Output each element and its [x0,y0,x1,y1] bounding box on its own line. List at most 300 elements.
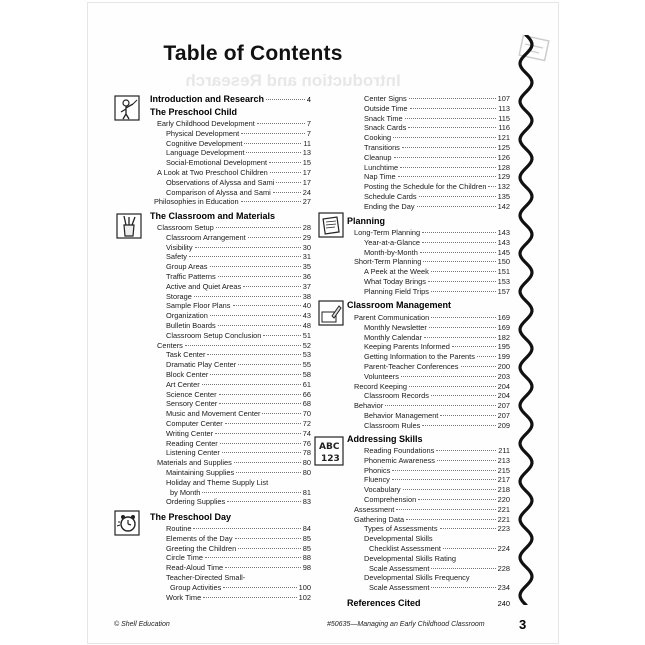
entry-title: Schedule Cards [364,192,417,201]
toc-entry[interactable] [166,292,311,302]
toc-entry[interactable] [364,372,510,382]
entry-title: Block Center [166,370,209,379]
toc-entry[interactable] [364,248,510,258]
section-classroom-management[interactable] [347,300,451,310]
entry-title: Storage [166,291,192,301]
entry-title: Volunteers [364,371,399,381]
toc-entry[interactable] [166,573,311,583]
toc-entry[interactable] [166,370,311,380]
entry-title: Elements of the Day [166,533,233,543]
dot-leader [210,266,301,267]
toc-entry[interactable] [166,262,311,272]
page-ref: 43 [302,311,311,321]
entry-title: A Peek at the Week [364,267,429,277]
entry-title: Developmental Skills Rating [364,553,457,563]
page-ref: 115 [498,113,510,123]
entry-title: Keeping Parents Informed [364,342,450,352]
entry-title: Teacher-Directed Small- [166,573,246,582]
page-ref: 58 [302,370,311,379]
entry-title: Greeting the Children [166,543,237,553]
entry-title: Dramatic Play Center [166,360,237,370]
toc-entry[interactable] [364,267,510,277]
page-ref: 80 [302,458,311,468]
dot-leader [440,415,495,416]
dot-leader [234,462,301,463]
toc-entry[interactable] [364,323,510,333]
toc-entry[interactable] [364,172,510,182]
dot-leader [401,376,496,377]
toc-entry[interactable] [166,478,311,488]
dot-leader [437,460,496,461]
dot-leader [422,242,496,243]
entry-title: Listening Center [166,448,220,458]
dot-leader [422,425,495,426]
page-ref: 135 [497,192,510,201]
dot-leader [195,247,301,248]
entry-title: Outside Time [364,103,408,113]
toc-entry[interactable] [166,390,311,400]
toc-entry[interactable] [166,468,311,478]
toc-entry[interactable] [166,534,311,544]
dot-leader [215,433,301,434]
toc-entry[interactable] [364,485,510,495]
page-ref: 17 [302,168,311,177]
page-ref: 24 [302,187,311,197]
page-ref: 207 [497,411,510,420]
entry-title: Fluency [364,475,390,485]
toc-entry[interactable] [157,223,311,233]
toc-entry[interactable] [369,583,510,593]
dot-leader [241,133,305,134]
page-ref: 128 [497,162,510,172]
dot-leader [218,325,301,326]
page-ref: 221 [497,514,510,524]
toc-entry[interactable] [166,497,311,507]
toc-entry[interactable] [170,488,311,498]
dot-leader [235,538,301,539]
toc-entry[interactable] [364,133,510,143]
section-introduction-research[interactable] [150,94,311,104]
entry-title: Gathering Data [354,514,405,524]
toc-entry[interactable] [354,257,510,267]
toc-entry[interactable] [354,505,510,515]
alarm-clock-icon [114,510,140,536]
dot-leader [392,479,496,480]
dot-leader [202,384,301,385]
entry-title: Snack Cards [364,123,407,133]
page-ref: 72 [302,419,311,428]
entry-title: Classroom Records [364,391,429,401]
page-ref: 36 [302,272,311,281]
page-ref: 78 [302,448,311,458]
toc-entry[interactable] [364,446,510,456]
toc-entry[interactable] [170,583,311,593]
book-reference: #50635—Managing an Early Childhood Classroom [327,621,485,628]
page-ref: 203 [497,371,510,381]
page-ref: 126 [497,152,510,162]
dot-leader [423,261,495,262]
page-ref: 204 [497,391,510,401]
entry-title: Early Childhood Development [157,119,255,128]
publisher-credit: © Shell Education [114,621,170,628]
dot-leader [203,597,296,598]
page-ref: 30 [302,242,311,252]
toc-entry[interactable] [166,272,311,282]
entry-title: Writing Center [166,428,214,438]
toc-entry[interactable] [166,593,311,603]
dot-leader [398,176,496,177]
page-ref: 228 [497,563,510,573]
page-ref: 113 [498,103,510,113]
page-ref: 52 [302,340,311,350]
bleed-through-text: Introduction and Research [185,71,401,90]
page-ref: 142 [497,201,510,211]
dot-leader [243,286,301,287]
entry-title: Routine [166,524,192,533]
entry-title: Developmental Skills Frequency [364,573,470,583]
toc-entry[interactable] [354,515,510,525]
page-ref: 51 [302,330,311,340]
dot-leader [431,317,495,318]
entry-title: Active and Quiet Areas [166,281,242,291]
toc-entry[interactable] [364,411,510,421]
toc-entry[interactable] [364,421,510,431]
entry-title: Getting Information to the Parents [364,352,475,362]
toc-entry[interactable] [364,342,510,352]
entry-title: Reading Center [166,438,218,448]
dot-leader [193,528,300,529]
page-title: Table of Contents [163,42,343,65]
dot-leader [422,232,496,233]
dot-leader [408,127,496,128]
dot-leader [406,519,496,520]
page-ref: 84 [302,524,311,533]
page-ref: 38 [302,291,311,301]
toc-entry[interactable] [364,277,510,287]
entry-title: Circle Time [166,553,203,563]
page-ref: 29 [302,232,311,242]
toc-entry[interactable] [364,362,510,372]
page-ref: 150 [497,257,510,267]
toc-entry[interactable] [354,382,510,392]
page-ref: 98 [302,563,311,573]
toc-entry[interactable] [166,321,311,331]
toc-entry[interactable] [364,182,510,192]
toc-entry[interactable] [364,114,510,124]
pencil-cup-icon [116,213,142,239]
dot-leader [218,276,301,277]
toc-entry[interactable] [166,350,311,360]
entry-title: Cognitive Development [166,138,243,148]
section-references-cited[interactable] [347,598,510,608]
section-preschool-child[interactable] [150,107,237,117]
page-ref: 81 [302,487,311,497]
toc-entry[interactable] [364,554,510,564]
page-ref: 61 [302,379,311,389]
page-ref: 70 [302,409,311,419]
entry-title: Short-Term Planning [354,257,422,267]
page-ref: 7 [306,128,311,138]
section-title: The Preschool Day [150,512,232,522]
section-title: Introduction and Research [150,94,265,104]
page-ref: 48 [302,321,311,330]
dot-leader [233,305,301,306]
page-ref: 199 [497,352,510,362]
entry-title: Classroom Rules [364,420,421,430]
entry-title: Group Activities [170,582,222,592]
toc-entry[interactable] [364,153,510,163]
toc-entry[interactable] [364,94,510,104]
page-ref: 195 [497,342,510,352]
page-ref: 4 [306,95,311,104]
toc-entry[interactable] [364,534,510,544]
dot-leader [220,443,301,444]
dot-leader [227,501,301,502]
page-ref: 169 [497,322,510,332]
dot-leader [216,227,301,228]
entry-title: Behavior [354,401,384,411]
entry-title: Scale Assessment [369,583,430,593]
page-ref: 53 [302,350,311,360]
toc-entry[interactable] [166,360,311,370]
toc-entry[interactable] [364,495,510,505]
toc-entry[interactable] [157,168,311,178]
page-ref: 55 [302,360,311,370]
entry-title: Classroom Setup [157,223,214,232]
dot-leader [477,356,496,357]
toc-entry[interactable] [364,391,510,401]
page-ref: 85 [302,533,311,543]
page-ref: 83 [302,497,311,507]
toc-entry[interactable] [364,466,510,476]
entry-title: Parent-Teacher Conferences [364,362,459,371]
toc-entry[interactable] [364,202,510,212]
toc-entry[interactable] [364,573,510,583]
toc-entry[interactable] [166,148,311,158]
section-title: Planning [347,216,385,226]
dot-leader [257,123,305,124]
dot-leader [262,413,300,414]
entry-title: Centers [157,340,183,350]
entry-title: Classroom Arrangement [166,232,246,242]
page-ref: 143 [497,228,510,237]
dot-leader [263,335,300,336]
entry-title: Scale Assessment [369,563,430,573]
toc-entry[interactable] [354,401,510,411]
toc-entry[interactable] [166,178,311,188]
toc-entry[interactable] [364,238,510,248]
page-ref: 107 [497,94,510,103]
toc-entry[interactable] [166,282,311,292]
dot-leader [194,296,301,297]
entry-title: Snack Time [364,113,403,123]
entry-title: Phonemic Awareness [364,455,435,465]
toc-entry[interactable] [166,311,311,321]
entry-title: Developmental Skills [364,534,433,544]
page-ref: 27 [302,197,311,207]
page-ref: 88 [302,553,311,563]
page-ref: 169 [497,313,510,322]
toc-entry[interactable] [364,352,510,362]
dot-leader [409,386,496,387]
toc-entry[interactable] [166,544,311,554]
page-ref: 116 [498,123,510,133]
page-ref: 76 [302,438,311,448]
toc-entry[interactable] [364,192,510,202]
entry-title: Traffic Patterns [166,272,216,281]
entry-title: Sample Floor Plans [166,301,231,311]
abc-123-blocks-icon [314,436,344,466]
entry-title: Types of Assessments [364,524,438,534]
toc-entry[interactable] [166,524,311,534]
section-title: The Classroom and Materials [150,211,276,221]
toc-entry[interactable] [364,123,510,133]
entry-title: Sensory Center [166,399,218,409]
entry-title: Task Center [166,350,206,360]
dot-leader [248,237,301,238]
page-ref: 207 [497,401,510,411]
section-classroom-materials[interactable] [150,211,275,221]
toc-entry[interactable] [166,399,311,409]
entry-title: Science Center [166,389,217,399]
toc-entry[interactable] [166,158,311,168]
dot-leader [219,403,300,404]
dot-leader [392,470,495,471]
page-number: 3 [519,617,527,632]
dot-leader [452,346,496,347]
page-ref: 153 [497,277,510,286]
dot-leader [429,327,496,328]
entry-title: Music and Movement Center [166,409,261,419]
dot-leader [385,405,495,406]
page-ref: 143 [497,237,510,247]
entry-title: Comprehension [364,495,417,504]
toc-entry[interactable] [166,301,311,311]
dot-leader [246,152,300,153]
section-title: References Cited [347,598,421,608]
entry-title: Art Center [166,379,200,389]
toc-entry[interactable] [166,252,311,262]
toc-entry[interactable] [364,287,510,297]
wavy-border-decoration [510,35,540,605]
dot-leader [418,499,495,500]
entry-title: Read-Aloud Time [166,563,224,573]
toc-entry[interactable] [166,380,311,390]
toc-entry[interactable] [166,409,311,419]
entry-title: Holiday and Theme Supply List [166,477,269,487]
entry-title: Group Areas [166,262,208,272]
page-ref: 129 [497,172,510,182]
dot-leader [273,192,301,193]
dot-leader [266,99,305,100]
toc-entry[interactable] [166,129,311,139]
page-ref: 102 [298,592,311,602]
page-ref: 11 [303,138,311,148]
dot-leader [202,492,300,493]
toc-entry[interactable] [364,143,510,153]
section-addressing-skills[interactable] [347,434,423,444]
toc-entry[interactable] [166,563,311,573]
entry-title: Behavior Management [364,411,439,420]
toc-entry[interactable] [364,456,510,466]
dot-leader [236,472,301,473]
toc-entry[interactable] [166,139,311,149]
entry-title: Maintaining Supplies [166,468,235,477]
toc-entry[interactable] [166,429,311,439]
toc-entry[interactable] [364,475,510,485]
toc-entry[interactable] [364,104,510,114]
page-ref: 218 [497,485,510,495]
dot-leader [394,157,496,158]
toc-entry[interactable] [166,553,311,563]
toc-entry[interactable] [364,524,510,534]
toc-entry[interactable] [154,197,311,207]
entry-title: Philosophies in Education [154,197,239,207]
toc-entry[interactable] [166,448,311,458]
toc-entry[interactable] [354,228,510,238]
toc-entry[interactable] [166,439,311,449]
svg-text:ABC: ABC [319,442,340,452]
dot-leader [420,252,496,253]
entry-title: Checklist Assessment [369,544,441,553]
toc-entry[interactable] [157,341,311,351]
page-ref: 35 [302,262,311,272]
dot-leader [223,587,296,588]
section-planning[interactable] [347,216,385,226]
dot-leader [241,201,301,202]
entry-title: Language Development [166,148,245,158]
toc-entry[interactable] [369,564,510,574]
page-ref: 220 [497,495,510,504]
section-title: The Preschool Child [150,107,238,117]
toc-entry[interactable] [166,331,311,341]
dot-leader [402,147,496,148]
entry-title: Year-at-a-Glance [364,237,421,247]
page-ref: 7 [306,119,311,128]
dot-leader [238,548,301,549]
dot-leader [424,337,496,338]
page-ref: 234 [497,583,510,593]
page-ref: 200 [497,362,510,371]
toc-entry[interactable] [364,163,510,173]
page-ref: 223 [497,524,510,534]
toc-entry[interactable] [166,233,311,243]
dot-leader [396,509,495,510]
dot-leader [410,108,497,109]
entry-title: Vocabulary [364,485,401,495]
toc-entry[interactable] [166,188,311,198]
dot-leader [207,354,300,355]
dot-leader [400,167,496,168]
dot-leader [443,548,496,549]
toc-entry[interactable] [166,243,311,253]
dot-leader [238,364,301,365]
page-ref: 182 [497,332,510,342]
toc-entry[interactable] [157,119,311,129]
entry-title: Assessment [354,504,395,514]
toc-entry[interactable] [157,458,311,468]
dot-leader [205,557,301,558]
hand-writing-icon [318,300,344,326]
page-ref: 209 [497,420,510,430]
toc-entry[interactable] [364,333,510,343]
toc-entry[interactable] [166,419,311,429]
toc-entry[interactable] [369,544,510,554]
page-ref: 15 [302,158,311,168]
page-ref: 121 [497,133,510,143]
toc-entry[interactable] [354,313,510,323]
section-preschool-day[interactable] [150,512,231,522]
